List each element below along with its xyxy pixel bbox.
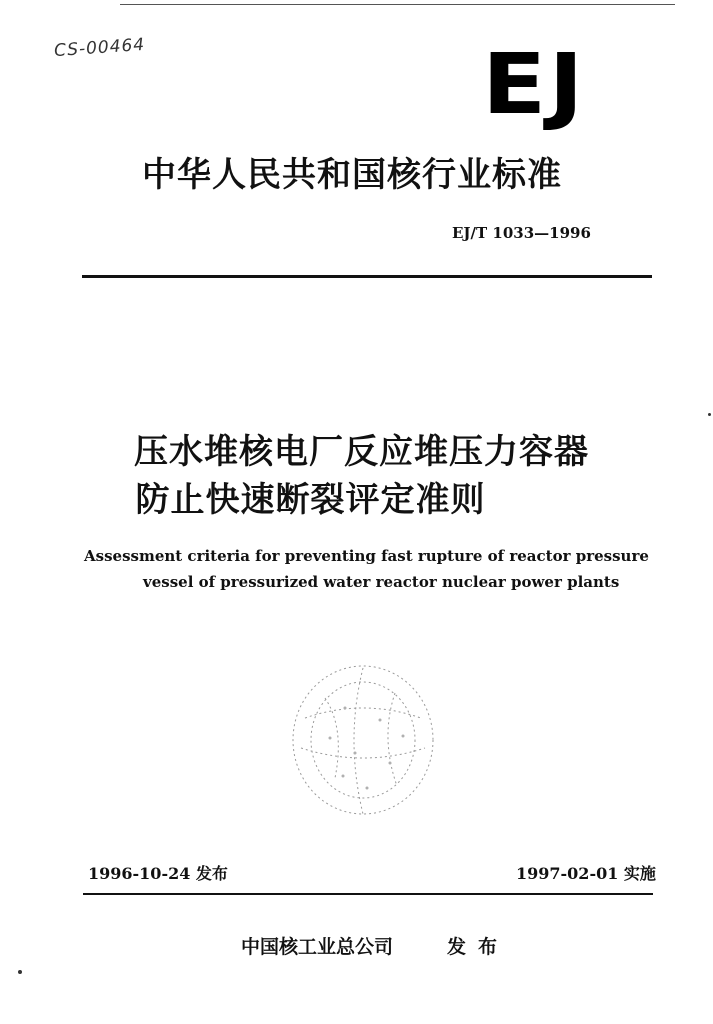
- implementation-date: 1997-02-01 实施: [516, 864, 656, 883]
- scan-speck: [708, 413, 711, 416]
- top-border-line: [120, 4, 675, 5]
- footer-divider: [83, 893, 653, 895]
- globe-seal-icon: [285, 658, 445, 832]
- header-divider: [82, 275, 652, 278]
- publisher-name: 中国核工业总公司: [241, 936, 394, 958]
- title-cn-line-2: 防止快速断裂评定准则: [135, 480, 486, 520]
- publish-label: 发布: [447, 936, 510, 958]
- handwritten-archive-code: CS-00464: [53, 34, 146, 62]
- issue-date: 1996-10-24 发布: [88, 864, 228, 883]
- title-en-line-2: vessel of pressurized water reactor nuclear power plants: [143, 573, 620, 591]
- standard-code: EJ/T 1033—1996: [452, 224, 591, 242]
- ej-logo: EJ: [482, 35, 586, 133]
- title-en-line-1: Assessment criteria for preventing fast rupture of reactor pressure: [84, 547, 649, 565]
- scan-speck: [18, 970, 22, 974]
- standard-name: 中华人民共和国核行业标准: [142, 155, 562, 195]
- title-cn-line-1: 压水堆核电厂反应堆压力容器: [134, 432, 589, 472]
